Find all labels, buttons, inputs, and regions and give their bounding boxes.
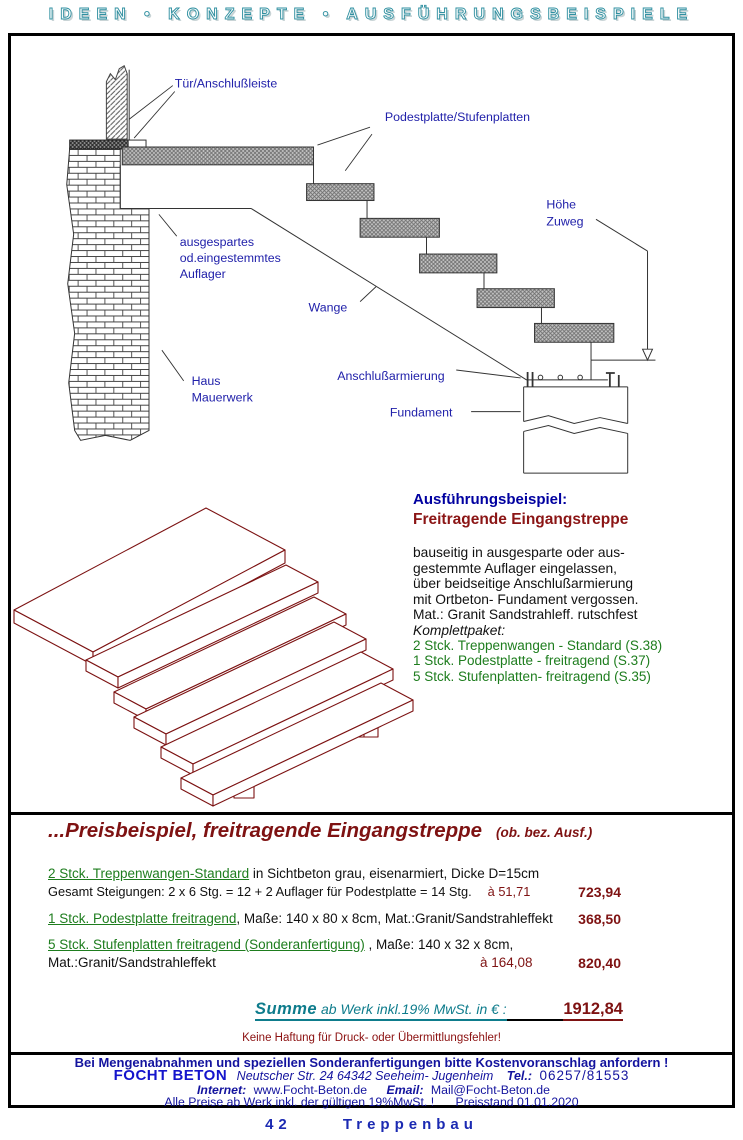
door bbox=[106, 66, 127, 139]
website-url: www.Focht-Beton.de bbox=[253, 1083, 368, 1097]
label-hoehe: Höhe bbox=[546, 197, 577, 212]
sum-label-group bbox=[255, 1000, 507, 1021]
footer-price-note bbox=[11, 1095, 732, 1109]
item-desc: , Maße: 140 x 80 x 8cm, Mat.:Granit/Sandstrahleffekt bbox=[236, 911, 553, 926]
package-item: 2 Stck. Treppenwangen - Standard (S.38) bbox=[413, 638, 663, 653]
body-line: über beidseitige Anschlußarmierung bbox=[413, 576, 634, 591]
page-header: IDEEN • KONZEPTE • AUSFÜHRUNGSBEISPIELE bbox=[48, 6, 695, 23]
item-name: 1 Stck. Podestplatte freitragend bbox=[48, 911, 237, 926]
label-tuer: Tür/Anschlußleiste bbox=[174, 76, 278, 91]
house-wall bbox=[67, 148, 149, 440]
dowel-hole bbox=[538, 375, 543, 380]
label-mauerwerk: Mauerwerk bbox=[191, 390, 253, 405]
body-line: bauseitig in ausgesparte oder aus- bbox=[413, 545, 625, 560]
item-name: 5 Stck. Stufenplatten freitragend (Sonderanfertigung) bbox=[48, 937, 365, 952]
price-item-3-line-2 bbox=[48, 955, 722, 970]
price-title-suffix: (ob. bez. Ausf.) bbox=[496, 825, 593, 840]
execution-example bbox=[413, 491, 728, 684]
page-footer bbox=[0, 1116, 743, 1133]
label-podestplatte: Podestplatte/Stufenplatten bbox=[384, 110, 531, 125]
item-total: 820,40 bbox=[578, 955, 621, 971]
label-anschlussarmierung: Anschlußarmierung bbox=[337, 368, 445, 383]
label-fundament: Fundament bbox=[389, 405, 453, 420]
footer-company-line bbox=[11, 1067, 732, 1084]
sum-label: Summe bbox=[255, 1000, 318, 1018]
internet-label: Internet: bbox=[197, 1083, 247, 1097]
sum-underline-gap bbox=[507, 1000, 564, 1021]
company-name: FOCHT BETON bbox=[113, 1067, 228, 1084]
price-item-2-line bbox=[48, 911, 722, 926]
package-item: 5 Stck. Stufenplatten- freitragend (S.35) bbox=[413, 668, 651, 684]
item-desc: Gesamt Steigungen: 2 x 6 Stg. = 12 + 2 Auflager für Podestplatte = 14 Stg. bbox=[48, 884, 472, 899]
auflager-notch bbox=[120, 165, 251, 209]
dowel-hole bbox=[558, 375, 563, 380]
unit-price: à 51,71 bbox=[487, 884, 531, 899]
tel-number: 06257/81553 bbox=[539, 1068, 630, 1083]
price-item-1-line-2 bbox=[48, 884, 722, 899]
label-wange: Wange bbox=[308, 300, 348, 315]
price-item-1-line-1 bbox=[48, 866, 722, 881]
stufe-1 bbox=[307, 184, 374, 201]
item-total: 723,94 bbox=[578, 884, 621, 900]
example-body bbox=[413, 545, 728, 623]
stufe-5 bbox=[535, 323, 614, 342]
price-date: Preisstand 01.01.2020 bbox=[455, 1095, 579, 1109]
unit-price: à 164,08 bbox=[480, 955, 533, 970]
price-title-main: ...Preisbeispiel, freitragende Eingangstreppe bbox=[48, 819, 483, 842]
item-desc: , Maße: 140 x 32 x 8cm, bbox=[364, 937, 514, 952]
label-zuweg: Zuweg bbox=[546, 214, 584, 229]
disclaimer: Keine Haftung für Druck- oder Übermittlungsfehler! bbox=[242, 1032, 501, 1044]
page-chapter-title: Treppenbau bbox=[342, 1116, 478, 1133]
tel-label: Tel.: bbox=[506, 1069, 533, 1083]
dimension-arrowhead bbox=[643, 349, 653, 360]
sum-row bbox=[255, 1000, 623, 1021]
example-subtitle: Freitragende Eingangstreppe bbox=[413, 511, 629, 528]
package-item: 1 Stck. Podestplatte - freitragend (S.37) bbox=[413, 653, 651, 669]
dowel-hole bbox=[578, 375, 583, 380]
fundament-break-lines bbox=[524, 416, 628, 434]
content-border-box bbox=[8, 33, 735, 1108]
price-title bbox=[48, 819, 592, 843]
price-note: Alle Preise ab Werk inkl. der gültigen 19%MwSt. ! bbox=[164, 1095, 435, 1109]
stufe-3 bbox=[420, 254, 497, 273]
sum-value: 1912,84 bbox=[563, 1000, 623, 1021]
body-line: gestemmte Auflager eingelassen, bbox=[413, 560, 618, 576]
sum-text: ab Werk inkl.19% MwSt. in € : bbox=[321, 1001, 507, 1017]
body-line: mit Ortbeton- Fundament vergossen. bbox=[413, 591, 639, 607]
section-divider bbox=[11, 812, 732, 815]
label-haus: Haus bbox=[191, 373, 221, 388]
example-title: Ausführungsbeispiel: bbox=[413, 491, 568, 508]
stufe-4 bbox=[477, 289, 554, 308]
komplettpaket-label: Komplettpaket: bbox=[413, 622, 506, 638]
footer-note: Bei Mengenabnahmen und speziellen Sonderanfertigungen bitte Kostenvoranschlag anfordern ! bbox=[74, 1055, 669, 1070]
stufe-2 bbox=[360, 218, 439, 237]
package-items bbox=[413, 638, 728, 684]
price-item-3-line-1 bbox=[48, 937, 722, 952]
isometric-stair-drawing bbox=[11, 470, 421, 815]
body-line: Mat.: Granit Sandstrahleff. rutschfest bbox=[413, 607, 638, 622]
label-auflager-1: ausgespartes bbox=[179, 235, 255, 250]
stair-section-diagram bbox=[11, 36, 732, 482]
item-total: 368,50 bbox=[578, 911, 621, 927]
email-address: Mail@Focht-Beton.de bbox=[430, 1083, 550, 1097]
base-lines bbox=[527, 360, 656, 380]
page-number: 42 bbox=[265, 1116, 292, 1133]
label-auflager-2: od.eingestemmtes bbox=[179, 250, 281, 265]
label-auflager-3: Auflager bbox=[179, 266, 226, 281]
item-desc: in Sichtbeton grau, eisenarmiert, Dicke D=15cm bbox=[249, 866, 540, 881]
podestplatte bbox=[122, 147, 313, 165]
item-desc: Mat.:Granit/Sandstrahleffekt bbox=[48, 955, 216, 970]
company-address: Neutscher Str. 24 64342 Seeheim- Jugenheim bbox=[236, 1069, 494, 1083]
item-name: 2 Stck. Treppenwangen-Standard bbox=[48, 866, 250, 881]
email-label: Email: bbox=[386, 1083, 424, 1097]
rebar-left bbox=[528, 372, 533, 387]
wall-sill-strip bbox=[70, 140, 130, 149]
